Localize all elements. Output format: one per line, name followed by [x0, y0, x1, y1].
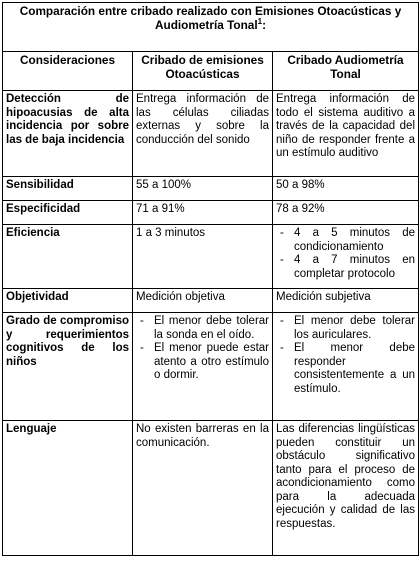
oae-cell: 71 a 91% — [133, 201, 273, 225]
title-footnote: 1 — [257, 16, 263, 26]
table-title — [3, 3, 419, 52]
oae-cell — [133, 313, 273, 421]
title-text: Comparación entre cribado realizado con Emisiones Otoacústicas y Audiometría Tonal — [19, 4, 402, 32]
audiometry-list — [276, 315, 415, 396]
oae-cell: No existen barreras en la comunicación. — [133, 421, 273, 556]
table-row — [3, 177, 419, 201]
audiometry-cell: 50 a 98% — [273, 177, 419, 201]
oae-cell: Entrega información de las células ciliadas externas y sobre la conducción del sonido — [133, 91, 273, 177]
list-item: - 4 a 5 minutos de condicionamiento — [276, 227, 415, 254]
row-label: Sensibilidad — [3, 177, 133, 201]
header-considerations: Consideraciones — [3, 52, 133, 91]
oae-cell: Medición objetiva — [133, 289, 273, 313]
list-item: - El menor debe tolerar la sonda en el oído. — [136, 315, 269, 342]
row-label: Lenguaje — [3, 421, 133, 556]
table-row — [3, 225, 419, 289]
row-label: Especificidad — [3, 201, 133, 225]
oae-cell: 1 a 3 minutos — [133, 225, 273, 289]
row-label: Eficiencia — [3, 225, 133, 289]
table-row — [3, 91, 419, 177]
row-label: Objetividad — [3, 289, 133, 313]
header-row — [3, 52, 419, 91]
row-label: Grado de compromiso y requerimientos cognitivos de los niños — [3, 313, 133, 421]
table-row — [3, 313, 419, 421]
audiometry-cell: Medición subjetiva — [273, 289, 419, 313]
table-row — [3, 201, 419, 225]
audiometry-cell — [273, 313, 419, 421]
table-row — [3, 289, 419, 313]
oae-list — [136, 315, 269, 383]
list-item: - El menor puede estar atento a otro estímulo o dormir. — [136, 342, 269, 383]
table-row — [3, 421, 419, 556]
audiometry-cell: Entrega información de todo el sistema auditivo a través de la capacidad del niño de responder frente a un estímulo auditivo — [273, 91, 419, 177]
row-label: Detección de hipoacusias de alta incidencia por sobre las de baja incidencia — [3, 91, 133, 177]
audiometry-cell: 78 a 92% — [273, 201, 419, 225]
audiometry-cell — [273, 225, 419, 289]
header-audiometry: Cribado Audiometría Tonal — [273, 52, 419, 91]
list-item: - 4 a 7 minutos en completar protocolo — [276, 254, 415, 281]
audiometry-list — [276, 227, 415, 281]
comparison-table — [2, 2, 419, 556]
list-item: - El menor debe responder consistentemente a un estímulo. — [276, 342, 415, 396]
title-suffix: : — [262, 17, 267, 32]
title-row — [3, 3, 419, 52]
list-item: - El menor debe tolerar los auriculares. — [276, 315, 415, 342]
header-oae: Cribado de emisiones Otoacústicas — [133, 52, 273, 91]
oae-cell: 55 a 100% — [133, 177, 273, 201]
audiometry-cell: Las diferencias lingüísticas pueden constituir un obstáculo significativo tanto para el proceso de acondicionamiento como para la adecuada ejecución y calidad de las respuestas. — [273, 421, 419, 556]
